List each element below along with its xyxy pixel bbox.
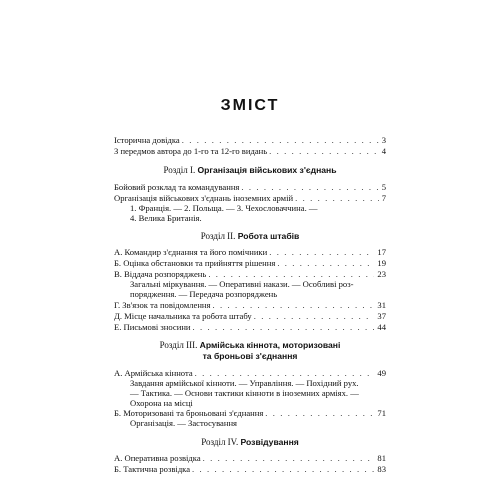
toc-entry[interactable] bbox=[114, 146, 386, 157]
toc-entry-page: 3 bbox=[381, 135, 386, 145]
dot-leader bbox=[213, 300, 375, 311]
dot-leader bbox=[277, 258, 374, 269]
toc-entry-page: 23 bbox=[377, 269, 386, 279]
toc-subentry: — Тактика. — Основи тактики кінноти в іноземних арміях. — bbox=[130, 388, 359, 398]
toc-entry[interactable] bbox=[114, 135, 386, 146]
toc-entry-label: Бойовий розклад та командування bbox=[114, 182, 240, 192]
toc-entry-label: Історична довідка bbox=[114, 135, 180, 145]
toc-entry-label: Організація військових з'єднань іноземних армій bbox=[114, 193, 294, 203]
section-name: Розвідування bbox=[240, 437, 299, 447]
dot-leader bbox=[254, 311, 375, 322]
toc-subentry: Загальні міркування. — Оперативні накази. — Особливі роз- bbox=[130, 279, 354, 289]
toc-subentry: 1. Франція. — 2. Польща. — 3. Чехословаччина. — bbox=[130, 203, 318, 213]
toc-entry-page: 4 bbox=[381, 146, 386, 156]
section-heading bbox=[114, 164, 386, 176]
toc-entry[interactable] bbox=[114, 311, 386, 322]
toc-entry-page: 31 bbox=[377, 300, 386, 310]
dot-leader bbox=[193, 322, 375, 333]
section-heading-continued bbox=[114, 350, 386, 362]
toc-entry-page: 71 bbox=[377, 408, 386, 418]
page-title: ЗМІСТ bbox=[220, 97, 280, 114]
toc-entry[interactable] bbox=[114, 247, 386, 258]
toc-entry[interactable] bbox=[114, 464, 386, 475]
section-prefix: Розділ І. bbox=[163, 165, 196, 175]
toc-entry-label: Е. Письмові зносини bbox=[114, 322, 191, 332]
dot-leader bbox=[182, 135, 379, 146]
toc-entry[interactable] bbox=[114, 258, 386, 269]
section-prefix: Розділ III. bbox=[159, 340, 198, 350]
dot-leader bbox=[265, 408, 374, 419]
section-name: Армійська кіннота, моторизовані bbox=[199, 340, 341, 350]
toc-subentry: 4. Велика Британія. bbox=[130, 213, 202, 223]
toc-entry-label: Б. Оцінка обстановки та прийняття рішення bbox=[114, 258, 276, 268]
toc-subentry: Охорона на місці bbox=[130, 398, 193, 408]
toc-entry[interactable] bbox=[114, 300, 386, 311]
toc-entry-page: 83 bbox=[377, 464, 386, 474]
toc-subentry: порядження. — Передача розпоряджень bbox=[130, 289, 278, 299]
dot-leader bbox=[203, 453, 375, 464]
dot-leader bbox=[241, 182, 378, 193]
toc-entry[interactable] bbox=[114, 182, 386, 193]
section-name: Робота штабів bbox=[237, 231, 300, 241]
toc-subentry: Завдання армійської кінноти. — Управління. — Похідний рух. bbox=[130, 378, 359, 388]
section-prefix: Розділ IV. bbox=[201, 437, 239, 447]
toc-entry-label: Б. Тактична розвідка bbox=[114, 464, 191, 474]
toc-entry-label: А. Командир з'єднання та його помічники bbox=[114, 247, 268, 257]
toc-entry-label: Д. Місце начальника та робота штабу bbox=[114, 311, 252, 321]
section-name: Організація військових з'єднань bbox=[197, 165, 337, 175]
toc-entry[interactable] bbox=[114, 453, 386, 464]
toc-entry-label: Б. Моторизовані та броньовані з'єднання bbox=[114, 408, 264, 418]
toc-entry-page: 81 bbox=[377, 453, 386, 463]
toc-entry-label: З передмов автора до 1-го та 12-го видань bbox=[114, 146, 268, 156]
section-prefix: Розділ II. bbox=[200, 231, 236, 241]
section-heading bbox=[114, 230, 386, 242]
toc-entry[interactable] bbox=[114, 322, 386, 333]
toc-entry-label: В. Віддача розпоряджень bbox=[114, 269, 207, 279]
toc-entry-page: 17 bbox=[377, 247, 386, 257]
toc-entry-page: 37 bbox=[377, 311, 386, 321]
toc-entry-page: 7 bbox=[381, 193, 386, 203]
toc-subentry: Організація. — Застосування bbox=[130, 418, 238, 428]
toc-entry-page: 19 bbox=[377, 258, 386, 268]
toc-entry-label: Г. Зв'язок та повідомлення bbox=[114, 300, 211, 310]
dot-leader bbox=[269, 247, 374, 258]
toc-entry-page: 5 bbox=[381, 182, 386, 192]
dot-leader bbox=[269, 146, 379, 157]
toc-entry-label: А. Армійська кіннота bbox=[114, 368, 193, 378]
toc-entry-page: 44 bbox=[377, 322, 386, 332]
toc-entry-page: 49 bbox=[377, 368, 386, 378]
section-heading bbox=[114, 436, 386, 448]
dot-leader bbox=[192, 464, 374, 475]
toc-entry-label: А. Оперативна розвідка bbox=[114, 453, 201, 463]
section-name-line2: та броньові з'єднання bbox=[202, 351, 298, 361]
